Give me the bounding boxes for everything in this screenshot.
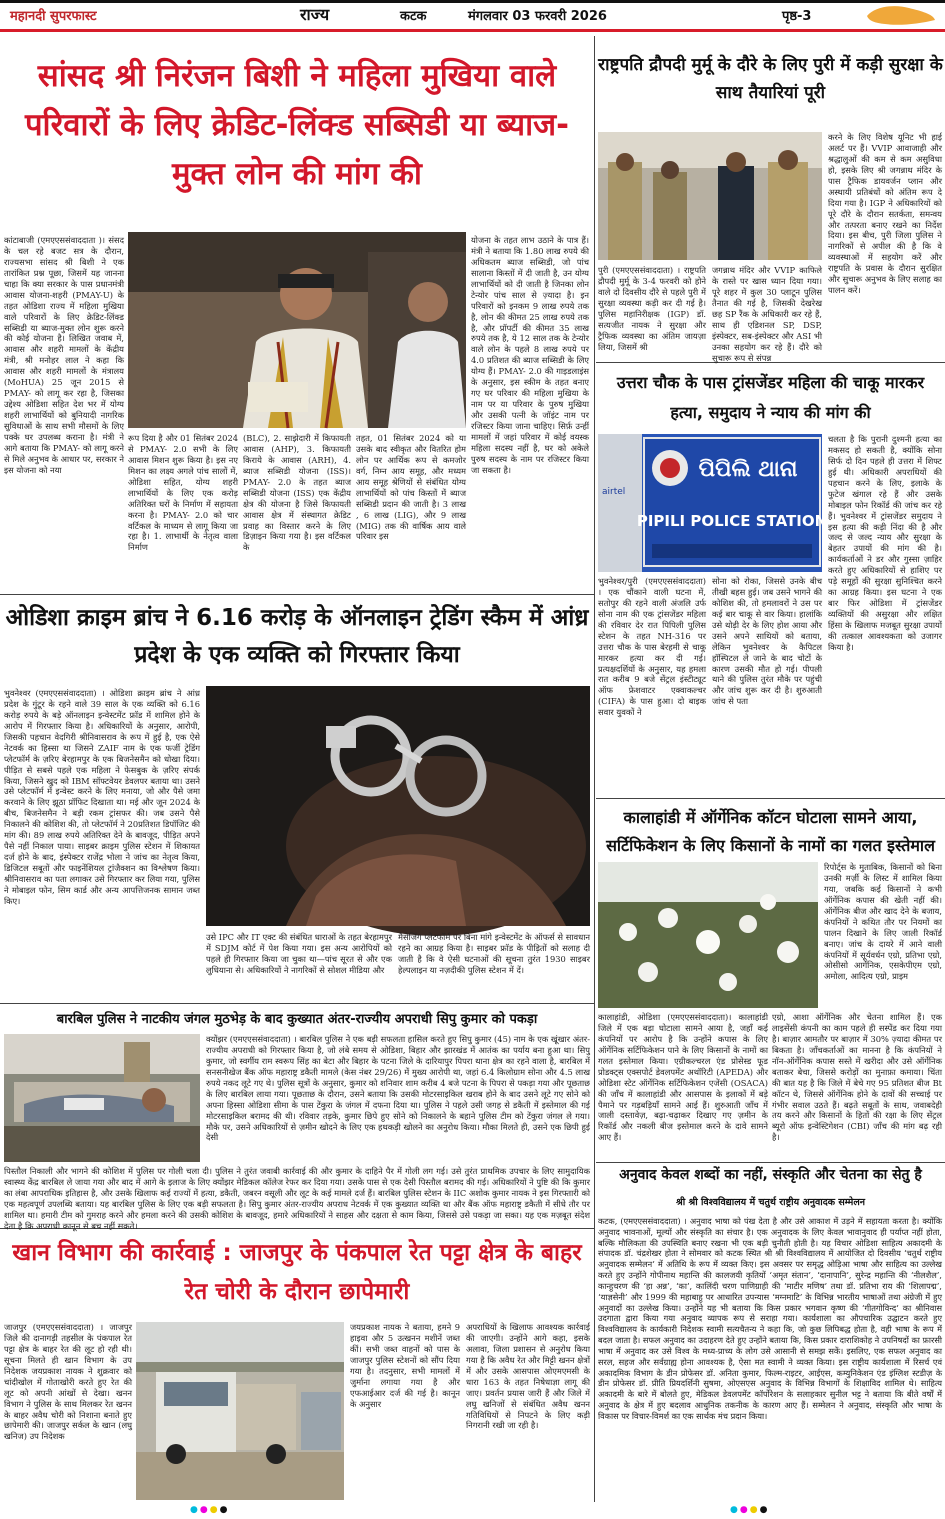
- story7-headline: कालाहांडी में ऑर्गेनिक कॉटन घोटाला सामने आया, सर्टिफिकेशन के लिए किसानों के नामों का गलत इस्तेमाल: [606, 808, 935, 855]
- page-number: पृष्ठ-3: [782, 9, 812, 24]
- cotton-field-photo: [598, 862, 818, 1008]
- story1-col1: कांटाबाजी (एमएएससंवाददाता )। संसद के चल रहे बजट सत्र के दौरान, राज्यसभा सांसद श्री बिशी ने एक तारांकित प्रश्न पूछा, जिसमें यह जानना चाहा कि क्या सरकार के पास प्रधानमंत्री आवास योजना-शहरी (PMAY-U) के तहत ओडिशा राज्य में महिला मुखिया वाले परिवारों के लिए क्रेडिट-लिंक्ड सब्सिडी या ब्याज-मुक्त लोन शुरू करने की कोई योजना है। लिखित जवाब में, आवास और शहरी मामलों के केंद्रीय मंत्री, श्री मनोहर लाल ने कहा कि आवास और शहरी मामलों के मंत्रालय (MoHUA) 25 जून 2015 से PMAY- को लागू कर रहा है, जिसका उद्देश्य ओडिशा सहित देश भर में योग्य शहरी लाभार्थियों को बुनियादी नागरिक सुविधाओं के साथ सभी मौसमों के लिए पक्के घर उपलब्ध कराना है। मंत्री ने आगे बताया कि PMAY- को लागू करने से मिले अनुभव के आधार पर, सरकार ने इस योजना को नया: [4, 235, 124, 475]
- story6-col2: भुवनेश्वर/पुरी (एमएएससंवाददाता) । एक चौंकाने वाली घटना में, सतोपुर की रहने वाली अंजलि उर्फ सोना नाम की एक ट्रांसजेंडर महिला की रविवार देर रात पिपिली पुलिस स्टेशन के तहत NH-316 पर उत्तरा चौक के पास बेरहमी से चाकू मारकर हत्या कर दी गई। प्रत्यक्षदर्शियों के अनुसार, यह हमला रात करीब 9 बजे सेंट्रल इंस्टीट्यूट ऑफ फ्रेशवाटर एक्वाकल्चर (CIFA) के पास हुआ। दो बाइक सवार युवकों ने: [598, 576, 706, 718]
- story1-col2: रूप दिया है और 01 सितंबर 2024 से PMAY- 2.0 सभी के लिए आवास मिशन शुरू किया है। इस नए मिशन का लक्ष्य अगले पांच सालों में, ओडिशा सहित, योग्य शहरी लाभार्थियों के लिए एक करोड़ अतिरिक्त घरों के निर्माण में सहायता करना है। PMAY- 2.0 को चार वर्टिकल के माध्यम से लागू किया जा रहा है। 1. लाभार्थी के नेतृत्व वाला निर्माण: [128, 433, 238, 553]
- story7-col3: एग्रो, आशा ऑर्गेनिक और चेतना शामिल हैं। एक लाइसेंसी कंपनी का काम पहले ही सस्पेंड कर दिया गया है। बाज़ार आमतौर पर बाज़ार में 30% ज़्यादा कीमत पर बिकता है। जाँचकर्ताओं का मानना है कि कंपनियों ने नॉन-ऑर्गेनिक कपास सस्ते में खरीदा और उसे ऑर्गेनिक बताकर बेचा, जिससे करोड़ों का मुनाफ़ा कमाया। चिंता की बात यह है कि जिले में बेचे गए 95 प्रतिशत बीज Bt कॉटन थे, जिससे ऑर्गेनिक होने के दावों की सच्चाई पर गंभीर सवाल उठते हैं। बढ़ते सबूतों के साथ, जवाबदेही तय करने और किसानों के हितों की रक्षा के लिए सेंट्रल ब्यूरो ऑफ इन्वेस्टिगेशन (CBI) जाँच की मांग बढ़ रही है।: [772, 1012, 942, 1143]
- seized-trucks-photo: [136, 1322, 344, 1500]
- police-station-sign-photo: [598, 434, 828, 572]
- police-security-photo: [598, 132, 822, 260]
- mp-speaking-photo: [128, 232, 466, 428]
- printer-marks-right: ●●●●: [730, 1505, 770, 1515]
- injured-criminal-photo: [4, 1034, 200, 1162]
- printer-marks-left: ●●●●: [190, 1505, 230, 1515]
- story4-col2: जयप्रकाश नायक ने बताया, हमने 9 हाइवा और 5 उत्खनन मशीनें जब्त कीं। सभी जब्त वाहनों को पास के जाजपुर पुलिस स्टेशनों को सौंप दिया गया है। तदनुसार, सभी मामलों में जुर्माना लगाया गया है और एफआईआर दर्ज की गई है। कानून के अनुसार: [350, 1322, 460, 1409]
- story6-headline: उत्तरा चौक के पास ट्रांसजेंडर महिला की चाकू मारकर हत्या, समुदाय ने न्याय की मांग की: [616, 373, 925, 422]
- story3-headline: बारबिल पुलिस ने नाटकीय जंगल मुठभेड़ के बाद कुख्यात अंतर-राज्यीय अपराधी सिपु कुमार को पकड़ा: [56, 1012, 538, 1027]
- handcuffs-photo: [206, 686, 590, 926]
- svg-text:airtel: airtel: [602, 487, 626, 497]
- story4-headline: खान विभाग की कार्रवाई : जाजपुर के पंकपाल रेत पट्टा क्षेत्र के बाहर रेत चोरी के दौरान छापेमारी: [12, 1240, 582, 1306]
- story5-col1: करने के लिए विशेष यूनिट भी हाई अलर्ट पर हैं। VVIP आवाजाही और श्रद्धालुओं की कम से कम असुविधा हो, इसके लिए श्री जगन्नाथ मंदिर के पास ट्रैफिक डायवर्जन प्लान और अस्थायी प्रतिबंधों को अंतिम रूप दे दिया गया है। IGP ने अधिकारियों को पूरे दौरे के दौरान सतर्कता, समन्वय और तत्परता बनाए रखने का निर्देश दिया। इस बीच, पुरी जिला पुलिस ने नागरिकों से अपील की है कि वे व्यवस्थाओं में सहयोग करें और राष्ट्रपति के प्रवास के दौरान सुरक्षित और सुचारू अनुभव के लिए सलाह का पालन करें।: [828, 132, 942, 296]
- story1-headline: सांसद श्री निरंजन बिशी ने महिला मुखिया वाले परिवारों के लिए क्रेडिट-लिंक्ड सब्सिडी या ब्याज-मुक्त लोन की मांग की: [24, 58, 570, 192]
- story8-col1: कटक, (एमएएससंवाददाता) । अनुवाद भाषा को पंख देता है और उसे आकाश में उड़ने में सहायता करता है। क्योंकि अनुवाद भावनाओं, मूल्यों और संस्कृति का संचार है। एक अनुवादक के लिए केवल भावानुवाद ही पर्याप्त नहीं होता, बल्कि मौलिकता की उपस्थिति बनाए रखना भी एक बड़ी चुनौती होती है। यह विचार ओडिशा साहित्य अकादमी के संपादक डॉ. चंद्रशेखर होता ने सोमवार को कटक स्थित श्री श्री विश्वविद्यालय में आयोजित दो दिवसीय ‘चतुर्थ राष्ट्रीय अनुवादक सम्मेलन’ में अतिथि के रूप में व्यक्त किए। इस अवसर पर समृद्ध ओड़िआ भाषा और साहित्य का उल्लेख करते हुए उन्होंने गोपीनाथ महान्ति की कालजयी कृतियों ‘अमृत संतान’, ‘दानापानि’, सुरेन्द्र महान्ति की ‘नीलशैल’, कान्हुचरण की ‘हा अन्न’, ‘का’, कालिंदी चरण पाणिग्राही की ‘माटीर मणिष’ तथा डॉ. प्रतिभा राय की ‘शिलापद्म’, ‘याज्ञसेनी’ और 1999 की महाबाहु पर आधारित उपन्यास ‘मग्नमाटि’ के विभिन्न भारतीय भाषाओं तथा अंग्रेजी में हुए अनुवादों का उल्लेख किया। उन्होंने यह भी बताया कि किस प्रकार भगवान कृष्ण की ‘गीतगोविन्द’ का श्रीनिवास उदगाता द्वारा किया गया अनुवाद व्यापक रूप से सराहा गया। कार्यशाला का औपचारिक उद्घाटन करते हुए विश्वविद्यालय के कार्यकारी निदेशक स्वामी सत्यचैतन्य ने कहा कि, जो कुछ लिपिबद्ध होता है, वही भाषा के रूप में बदल जाता है। सफल अनुवाद का उदाहरण देते हुए उन्होंने बताया कि, किस प्रकार दाराशिकोह ने उपनिषदों का फ़ारसी भाषा में अनुवाद कर उसे विश्व के मध्य-प्राच्य के लोग उसे आसानी से समझ सकें। इसलिए, एक सफल अनुवाद का सरल, सहज और सर्वग्राह्य होना आवश्यक है, ऐसा मत स्वामी ने व्यक्त किया। इस राष्ट्रीय कार्यशाला में रिसर्च एवं अकादमिक विभाग के डीन प्रोफेसर डॉ. अनिता कुमार, फिल्म-राइटर, आईएस, कम्युनिकेशन एंड इंग्लिश स्टडीज़ के डीन प्रोफेसर डॉ. प्रीति प्रियदर्शिनी सुषमा, ओएसएस अनुवाद के विभिन्न विभागों के शिक्षाविद शामिल थे। साहित्य अकादमी के बारे में बोलते हुए, मेडिकल डेवलपमेंट कॉर्पोरेशन के सलाहकार सुनील भट्ट ने बताया कि बीते वर्षों में अनुवाद के क्षेत्र में हुए बदलाव आधुनिक तकनीक के कारण आए हैं। सम्मेलन ने अनुवाद, संस्कृति और भाषा के विकास पर विचार-विमर्श का एक सार्थक मंच प्रदान किया।: [598, 1216, 942, 1421]
- newspaper-name: महानदी सुपरफास्ट: [10, 9, 97, 24]
- issue-date: मंगलवार 03 फरवरी 2026: [468, 9, 607, 24]
- story5-col3: जगन्नाथ मंदिर और VVIP काफिले के रास्ते पर खास ध्यान दिया गया। पूरे शहर में कुल 30 प्लाटून पुलिस तैनात की गई है, जिसकी देखरेख छह SP रैंक के अधिकारी कर रहे हैं, साथ ही एडिशनल SP, DSP, इंस्पेक्टर, सब-इंस्पेक्टर और ASI भी उनका सहयोग कर रहे हैं। दौरे को सुचारू रूप से संपन्न: [712, 265, 822, 363]
- story6-col3: सोना को रोका, जिससे उनके बीच तीखी बहस हुई। जब उसने भागने की कोशिश की, तो हमलावरों ने उस पर कई बार चाकू से वार किया। हालांकि उसे थोड़ी देर के लिए होश आया और उसने अपने साथियों को बताया, लेकिन भुवनेश्वर के कैपिटल हॉस्पिटल ले जाने के बाद चोटों के कारण उसकी मौत हो गई। पीपली थाने की पुलिस तुरंत मौके पर पहुंची और जांच शुरू कर दी है। शुरुआती जांच से पता: [712, 576, 822, 707]
- story2-col3: मैसेजिंग प्लेटफॉर्म पर बिना मांगे इन्वेस्टमेंट के ऑफर्स से सावधान रहने का आग्रह किया है। साइबर फ्रॉड के पीड़ितों को सलाह दी जाती है कि वे ऐसी घटनाओं की सूचना तुरंत 1930 साइबर हेल्पलाइन या नज़दीकी पुलिस स्टेशन में दें।: [398, 932, 590, 975]
- story7-col2: कालाहांडी, ओडिशा (एमएएससंवाददाता)। कालाहांडी जिले में एक बड़ा घोटाला सामने आया है, जहाँ कई कंपनियों पर आरोप है कि उन्होंने कपास के लिए ऑर्गेनिक सर्टिफिकेशन पाने के लिए किसानों के नामों का गलत इस्तेमाल किया। एग्रीकल्चरल एंड प्रोसेस्ड फूड प्रोडक्ट्स एक्सपोर्ट डेवलपमेंट अथॉरिटी (APEDA) और ओडिशा स्टेट ऑर्गेनिक सर्टिफिकेशन एजेंसी (OSACA) की जाँच में कालाहांडी और आसपास के इलाकों में बड़े पैमाने पर गड़बड़ियाँ सामने आई हैं। शुरुआती जाँच में जाली दस्तावेज़, बढ़ा-चढ़ाकर दिखाए गए ज़मीन के रिकॉर्ड और नकली बीज इस्तेमाल करने के दावे सामने आए हैं।: [598, 1012, 768, 1143]
- story5-col2: पुरी (एमएएससंवाददाता) । राष्ट्रपति द्रौपदी मुर्मू के 3-4 फरवरी को होने वाले दो दिवसीय दौरे से पहले पुरी में सुरक्षा व्यवस्था कड़ी कर दी गई है। पुलिस महानिरीक्षक (IGP) डॉ. सत्यजीत नायक ने सुरक्षा और ट्रैफिक व्यवस्था का अंतिम जायज़ा लिया, जिसमें श्री: [598, 265, 706, 352]
- story3-col1: क्योंझर (एमएएससंवाददाता) । बारबिल पुलिस ने एक बड़ी सफलता हासिल करते हुए सिपु कुमार (45) नाम के एक खूंखार अंतर-राज्यीय अपराधी को गिरफ्तार किया है, जो लंबे समय से ओडिशा, बिहार और झारखंड में आतंक का पर्याय बना हुआ था। सिपु कुमार, जो स्वर्गीय राम स्वरूप सिंह का बेटा और बिहार के पटना जिले के दारियापुर पिपरा थाना क्षेत्र का रहने वाला है, बारबिल में सनसनीखेज बैंक ऑफ महाराष्ट्र डकैती मामले (केस नंबर 29/26) में मुख्य आरोपी था, जहां 6.4 किलोग्राम सोना और 4.5 लाख रुपये नकद लूटे गए थे। पुलिस सूत्रों के अनुसार, कुमार को शनिवार शाम करीब 4 बजे पटना के पिपरा से पकड़ा गया और पूछताछ के लिए बारबिल लाया गया। पूछताछ के दौरान, उसने बताया कि उसकी मोटरसाइकिल खराब होने के बाद उसने लूटे गए सोने को अपना हिस्सा ओडिशा सीमा के पास टेंकुरा के जंगल में दफना दिया था। पुलिस ने पहले उसी जगह से डकैती में इस्तेमाल की गई मोटरसाइकिल बरामद की थी। रविवार तड़के, कुमार छिपे हुए सोने को निकालने के बहाने पुलिस टीम को टेंकुरा जंगल ले गया। मौके पर, उसने अधिकारियों से ज़मीन खोदने के लिए एक हथकड़ी खोलने का अनुरोध किया। मौका मिलते ही, उसने एक छिपी हुई देसी: [206, 1034, 590, 1143]
- story1-col5: योजना के तहत लाभ उठाने के पात्र हैं। मंत्री ने बताया कि 1.80 लाख रुपये की अधिकतम ब्याज सब्सिडी, जो पांच सालाना किस्तों में दी जाती है, उन योग्य लाभार्थियों को दी जाती है जिनका लोन टेन्योर पांच साल से ज़्यादा है। इन परिवारों को इनकम 9 लाख रुपये तक है, लोन की कीमत 25 लाख रुपये तक है, और प्रॉपर्टी की कीमत 35 लाख रुपये तक है, ये 12 साल तक के टेन्योर वाले लोन के पहले 8 लाख रुपये पर 4.0 प्रतिशत की ब्याज सब्सिडी के लिए योग्य हैं। PMAY- 2.0 की गाइडलाइंस के अनुसार, इस स्कीम के तहत बनाए गए घर परिवार की महिला मुखिया के नाम पर या परिवार के पुरुष मुखिया और उसकी पत्नी के जॉइंट नाम पर रजिस्टर किया जाना चाहिए। सिर्फ़ उन्हीं मामलों में जहां परिवार में कोई वयस्क महिला सदस्य नहीं है, घर को अकेले पुरुष सदस्य के नाम पर रजिस्टर किया जा सकता है।: [471, 235, 589, 475]
- story1-col4: तहत, 01 सितंबर 2024 को या उसके बाद स्वीकृत और वितरित होम लोन पर आर्थिक रूप से कमजोर वर्ग, निम्न आय समूह, और मध्यम आय समूह श्रेणियों से संबंधित योग्य लाभार्थियों को पांच किस्तों में ब्याज सब्सिडी प्रदान की जाती है। 3 लाख , 6 लाख (LIG), और 9 लाख (MIG) तक की वार्षिक आय वाले परिवार इस: [356, 433, 466, 542]
- story2-col2: उसे IPC और IT एक्ट की संबंधित धाराओं के तहत बेरहामपुर में SDJM कोर्ट में पेश किया गया। इस अन्य आरोपियों को पहले ही गिरफ्तार किया जा चुका था—पांच सूरत से और एक लुधियाना से। अधिकारियों ने नागरिकों से सोशल मीडिया और: [206, 932, 392, 975]
- story8-subhead: श्री श्री विश्वविद्यालय में चतुर्थ राष्ट्रीय अनुवादक सम्मेलन: [675, 1197, 866, 1208]
- story4-col3: अपराधियों के खिलाफ आवश्यक कार्रवाई की जाएगी। उन्होंने आगे कहा, इसके अलावा, जिला प्रशासन से अनुरोध किया गया है कि अवैध रेत और मिट्टी खनन क्षेत्रों में और उसके आसपास ओएमएमसी के धारा 163 के तहत निषेधाज्ञा लागू की जाए। प्रवर्तन प्रयास जारी हैं और जिले में लघु खनिजों से संबंधित अवैध खनन गतिविधियों से निपटने के लिए कड़ी निगरानी रखी जा रही है।: [466, 1322, 590, 1431]
- odisha-map-icon: [849, 2, 939, 30]
- section-name: राज्य: [300, 5, 330, 24]
- story2-col1: भुवनेश्वर (एमएएससंवाददाता) । ओडिशा क्राइम ब्रांच ने आंध्र प्रदेश के गुंटूर के रहने वाले 39 साल के एक व्यक्ति को 6.16 करोड़ रुपये के बड़े ऑनलाइन इन्वेस्टमेंट फ्रॉड में शामिल होने के आरोप में गिरफ्तार किया है। अधिकारियों के अनुसार, आरोपी, जिसकी पहचान वेदगिरी श्रीनिवासराव के रूप में हुई है, एक ऐसे नेटवर्क का हिस्सा था जिसने ZAIF नाम के एक फर्जी ट्रेडिंग प्लेटफॉर्म के ज़रिए बेरहामपुर के एक बिजनेसमैन को धोखा दिया। पीड़ित से सबसे पहले एक महिला ने फेसबुक के ज़रिए संपर्क किया, जिसने खुद को IBM सॉफ्टवेयर डेवलपर बताया था। उसने उसे प्लेटफॉर्म में इन्वेस्ट करने के लिए मनाया, जो और पैसे जमा करवाने के लिए झूठा प्रॉफिट दिखाता था। मई और जून 2024 के बीच, बिजनेसमैन ने बड़ी रकम ट्रांसफर की। जब उसने पैसे निकालने की कोशिश की, तो प्लेटफॉर्म ने 20प्रतिशत डिपॉजिट की मांग की। 89 लाख रुपये अतिरिक्त देने के बावजूद, पीड़ित अपने पैसे नहीं निकाल पाया। साइबर क्राइम पुलिस स्टेशन में शिकायत दर्ज होने के बाद, इंस्पेक्टर राजेंद्र भोला ने जांच का नेतृत्व किया, डिजिटल सबूतों और फाइनेंशियल ट्रांजैक्शन का विश्लेषण किया। श्रीनिवासराव का पता लगाकर उसे गिरफ्तार कर लिया गया, पुलिस ने मोबाइल फोन, सिम कार्ड और अन्य आपत्तिजनक सामान जब्त किए।: [4, 688, 200, 906]
- story1-col3: (BLC), 2. साझेदारी में किफायती आवास (AHP), 3. किफायती किराये के आवास (ARH), 4. ब्याज सब्सिडी योजना (ISS)। PMAY- 2.0 के तहत ब्याज सब्सिडी योजना (ISS) एक केंद्रीय क्षेत्र की योजना है जिसे किफायती आवास क्षेत्र में संस्थागत क्रेडिट प्रवाह का विस्तार करने के लिए डिज़ाइन किया गया है। इस वर्टिकल के: [243, 433, 351, 553]
- story4-col1: जाजपुर (एमएएससंवाददाता) । जाजपुर जिले की दानागड़ी तहसील के पंकपाल रेत पट्टा क्षेत्र के बाहर रेत की लूट हो रही थी। सूचना मिलते ही खान विभाग के उप निदेशक जयप्रकाश नायक ने शुक्रवार को चांदीखोल में गोताखोरी करते हुए रेत की लूट को अपनी आंखों से देखा। खनन विभाग ने पुलिस के साथ मिलकर रेत खनन के बाहर अवैध चोरी को निशाना बनाते हुए छापेमारी की। जाजपुर सर्कल के खान (लघु खनिज) उप निदेशक: [4, 1322, 132, 1442]
- edition-city: कटक: [400, 9, 427, 24]
- story7-col1: रिपोर्ट्स के मुताबिक, किसानों को बिना उनकी मर्ज़ी के लिस्ट में शामिल किया गया, जबकि कई किसानों ने कभी ऑर्गेनिक कपास की खेती नहीं की। ऑर्गेनिक बीज और खाद देने के बजाय, कंपनियों ने कथित तौर पर नियमों का पालन दिखाने के लिए जाली रिकॉर्ड बनाए। जांच के दायरे में आने वाली कंपनियों में सूर्यवर्धन एग्रो, प्रतिभा एग्रो, ओसीसो आर्गेनिक, एसकेपीएम एग्रो, अमोला, आदित्य एग्रो, प्राइम: [824, 862, 942, 982]
- story8-headline: अनुवाद केवल शब्दों का नहीं, संस्कृति और चेतना का सेतु है: [619, 1167, 922, 1183]
- story6-col1: चलता है कि पुरानी दुश्मनी हत्या का मकसद हो सकती है, क्योंकि सोना सिर्फ दो दिन पहले ही उत्तरा में शिफ्ट हुई थी। अधिकारी अपराधियों की पहचान करने के लिए, इलाके के फुटेज खंगाल रहे हैं और उसके मोबाइल फोन रिकॉर्ड की जांच कर रहे हैं। भुवनेश्वर में ट्रांसजेंडर समुदाय ने इस हत्या की कड़ी निंदा की है और जल्द से जल्द न्याय और सुरक्षा के बेहतर उपायों की मांग की है। कार्यकर्ताओं ने डर और गुस्सा ज़ाहिर करते हुए अधिकारियों से हाशिए पर पड़े समूहों की सुरक्षा सुनिश्चित करने का आग्रह किया। इस घटना ने एक बार फिर ओडिशा में ट्रांसजेंडर व्यक्तियों की असुरक्षा और लक्षित हिंसा के खिलाफ मजबूत सुरक्षा उपायों की तत्काल आवश्यकता को उजागर किया है।: [828, 434, 942, 652]
- sign-english-text: PIPILI POLICE STATION: [636, 512, 828, 530]
- page-header: [0, 0, 945, 32]
- story3-col2: पिस्तौल निकाली और भागने की कोशिश में पुलिस पर गोली चला दी। पुलिस ने तुरंत जवाबी कार्रवाई की और कुमार के दाहिने पैर में गोली लग गई। उसे तुरंत प्राथमिक उपचार के लिए सामुदायिक स्वास्थ्य केंद्र बारबिल ले जाया गया और बाद में आगे के इलाज के लिए क्योंझर मेडिकल कॉलेज रेफर कर दिया गया। उसके पास से एक देसी पिस्तौल बरामद की गई। अधिकारियों ने पुष्टि की कि कुमार का लंबा आपराधिक इतिहास है, और उसके खिलाफ कई राज्यों में हत्या, डकैती, जबरन वसूली और लूट के कई मामले दर्ज हैं। बारबिल पुलिस स्टेशन के IIC अशोक कुमार नायक ने इस गिरफ्तारी को एक महत्वपूर्ण उपलब्धि बताया। यह बारबिल पुलिस के लिए एक बड़ी सफलता है। सिपु कुमार अंतर-राज्यीय अपराध नेटवर्क में एक कुख्यात व्यक्ति था और बैंक ऑफ महाराष्ट्र डकैती में सीधे तौर पर शामिल था। हमारी टीम को गुमराह करने और हमला करने की उसकी कोशिश के बावजूद, हमारे अधिकारियों ने साहस और दक्षता से काम किया, जिससे उसे पकड़ा जा सका। यह एक मज़बूत संदेश देता है कि अपराधी कानून से बच नहीं सकते।: [4, 1166, 590, 1231]
- sign-odia-text: ପିପିଲି ଥାନା: [698, 457, 798, 482]
- story2-headline: ओडिशा क्राइम ब्रांच ने 6.16 करोड़ के ऑनलाइन ट्रेडिंग स्कैम में आंध्र प्रदेश के एक व्यक्ति को गिरफ्तार किया: [5, 605, 589, 668]
- story5-headline: राष्ट्रपति द्रौपदी मुर्मू के दौरे के लिए पुरी में कड़ी सुरक्षा के साथ तैयारियां पूरी: [598, 55, 943, 103]
